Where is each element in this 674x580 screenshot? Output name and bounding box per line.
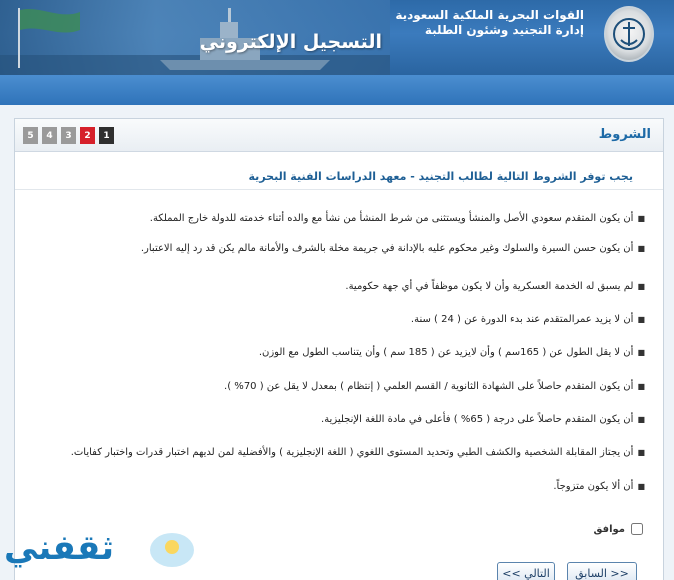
bullet-icon: ■ [637, 382, 645, 391]
watermark-logo [0, 520, 210, 580]
step-indicator [23, 127, 114, 144]
agree-row [594, 523, 643, 535]
condition-item: ■لم يسبق له الخدمة العسكرية وأن لا يكون موظفاً في أي جهة حكومية. [345, 281, 645, 292]
site-header [0, 0, 674, 75]
next-button[interactable]: التالي >> [497, 562, 555, 580]
bullet-icon: ■ [637, 214, 645, 223]
condition-item: ■أن يكون المتقدم سعودي الأصل والمنشأ ويستثنى من شرط المنشأ من نشأ مع والده أثناء خدمته للدولة خارج المملكة. [149, 213, 645, 224]
step-4: 4 [42, 127, 57, 144]
condition-item: ■أن يجتاز المقابلة الشخصية والكشف الطبي وتحديد المستوى اللغوي ( اللغة الإنجليزية ) والأفضلية لمن لديهم اختبار قدرات واختبار كفايات. [70, 447, 645, 458]
navy-emblem-icon [604, 6, 654, 62]
bullet-icon: ■ [637, 244, 645, 253]
prev-button[interactable]: << السابق [567, 562, 637, 580]
page-title: التسجيل الإلكتروني [199, 31, 382, 53]
bullet-icon: ■ [637, 315, 645, 324]
header-band [0, 75, 674, 105]
bullet-icon: ■ [637, 482, 645, 491]
step-3: 3 [61, 127, 76, 144]
agree-checkbox[interactable] [631, 523, 643, 535]
watermark-text: ثقفني [4, 528, 114, 568]
condition-item: ■أن ألا يكون متزوجاً. [553, 481, 645, 492]
conditions-panel [14, 118, 664, 580]
panel-title: الشروط [598, 127, 651, 142]
bullet-icon: ■ [637, 348, 645, 357]
bullet-icon: ■ [637, 282, 645, 291]
bullet-icon: ■ [637, 415, 645, 424]
step-5: 5 [23, 127, 38, 144]
agree-label: موافق [593, 523, 625, 535]
condition-item: ■أن يكون المتقدم حاصلاً على درجة ( 65% ) فأعلى في مادة اللغة الإنجليزية. [321, 414, 645, 425]
step-2-active: 2 [80, 127, 95, 144]
condition-item: ■أن لا يقل الطول عن ( 165سم ) وأن لايزيد عن ( 185 سم ) وأن يتناسب الطول مع الوزن. [258, 347, 645, 358]
condition-item: ■أن يكون المتقدم حاصلاً على الشهادة الثانوية / القسم العلمي ( إنتظام ) بمعدل لا يقل عن ( 70% ). [224, 381, 645, 392]
bullet-icon: ■ [637, 448, 645, 457]
panel-header [15, 119, 663, 152]
org-name-line1: القوات البحرية الملكية السعودية [395, 8, 584, 22]
divider [15, 189, 663, 190]
condition-item: ■أن لا يزيد عمرالمتقدم عند بدء الدورة عن ( 24 ) سنة. [410, 314, 645, 325]
conditions-subtitle: يجب توفر الشروط التالية لطالب التجنيد - معهد الدراسات الفنية البحرية [248, 170, 633, 183]
org-name-line2: إدارة التجنيد وشئون الطلبة [424, 23, 584, 37]
step-1: 1 [99, 127, 114, 144]
condition-item: ■أن يكون حسن السيرة والسلوك وغير محكوم عليه بالإدانة في جريمة مخلة بالشرف والأمانة مالم يكن قد رد إليه الاعتبار. [140, 243, 645, 254]
